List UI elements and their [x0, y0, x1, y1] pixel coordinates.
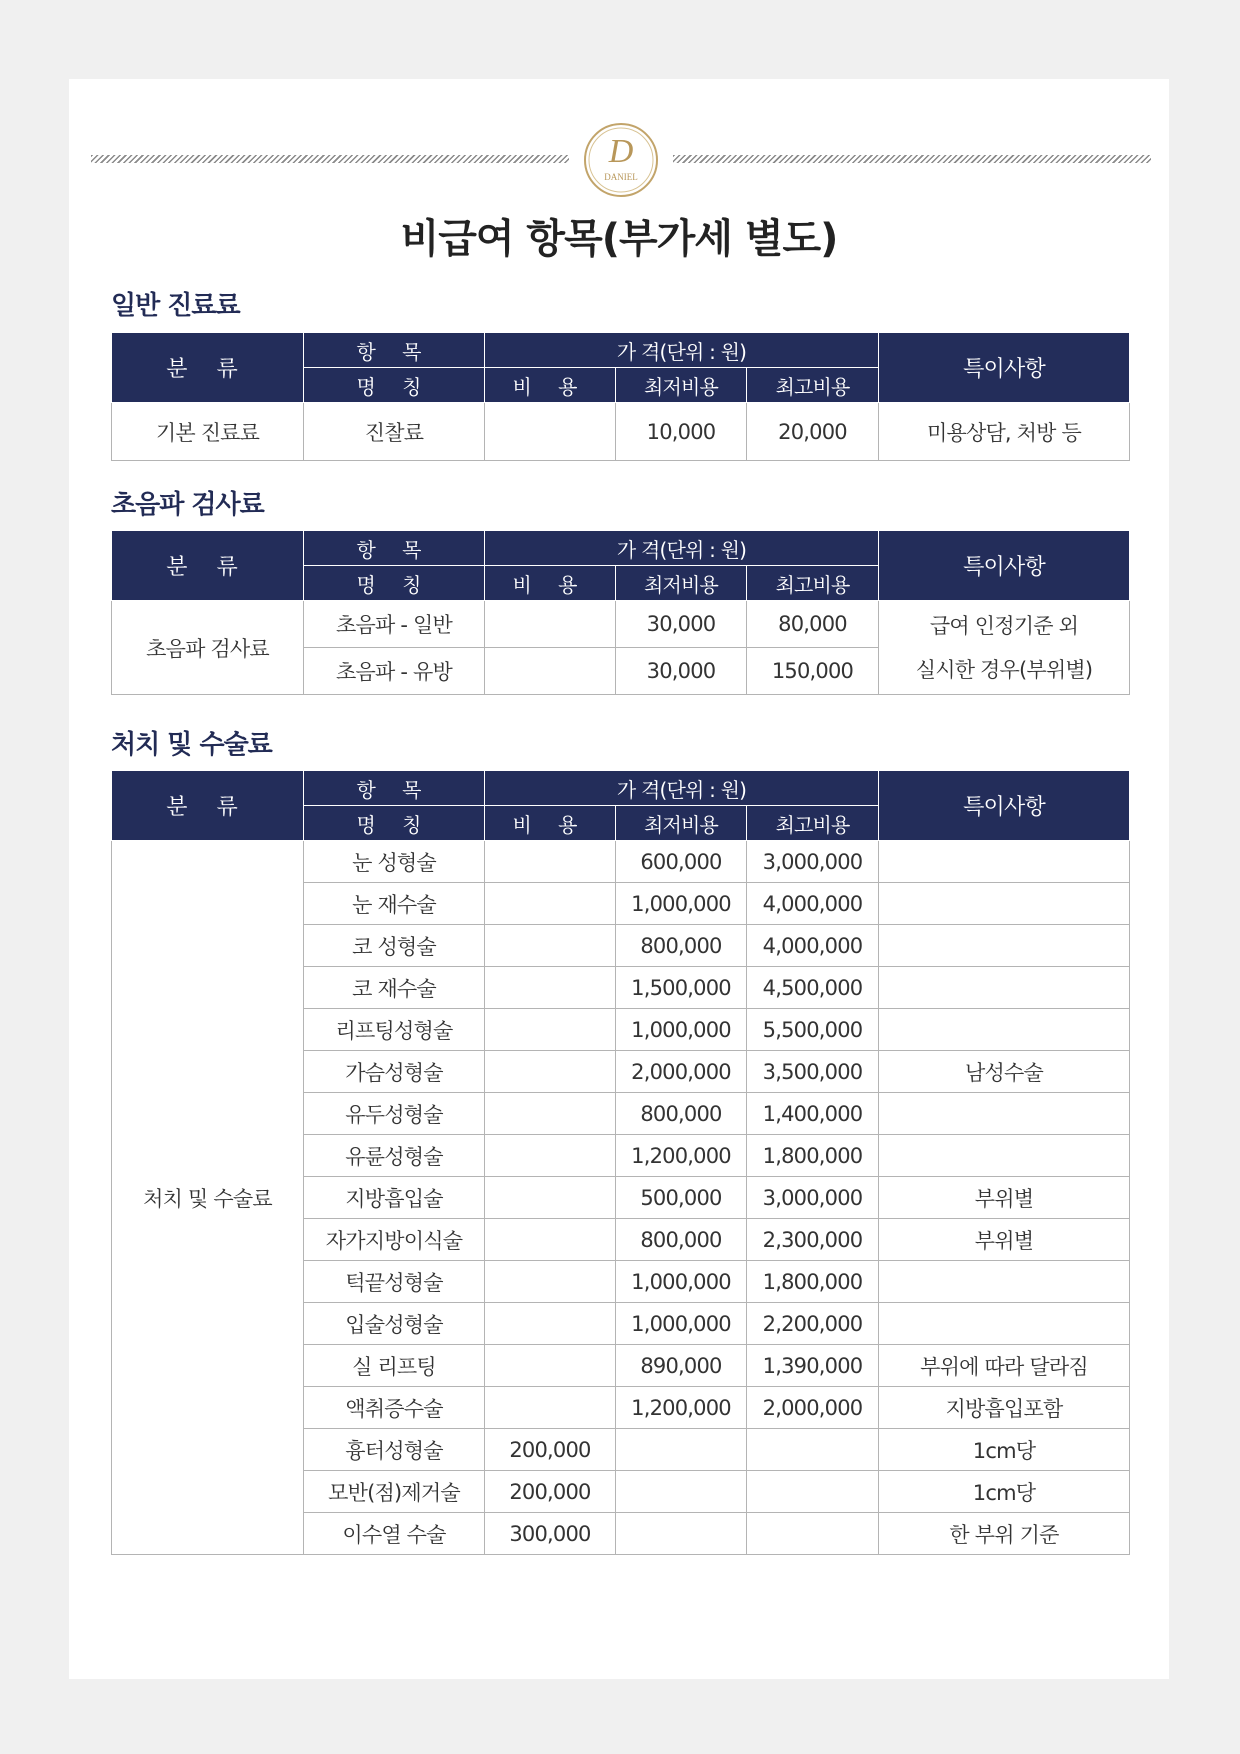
max-cost-cell: 1,800,000	[747, 1135, 879, 1177]
cost-cell	[485, 1093, 616, 1135]
min-cost-cell: 890,000	[616, 1345, 747, 1387]
note-cell	[879, 601, 1130, 695]
max-cost-cell: 20,000	[747, 403, 879, 461]
note-cell	[879, 925, 1130, 967]
header-name: 명 칭	[304, 806, 485, 841]
category-cell: 기본 진료료	[112, 403, 304, 461]
logo-brand-text: DANIEL	[604, 172, 638, 182]
header-category: 분 류	[112, 771, 304, 841]
note-cell	[879, 1093, 1130, 1135]
name-cell: 흉터성형술	[304, 1429, 485, 1471]
note-cell	[879, 841, 1130, 883]
table-row	[112, 403, 1130, 461]
name-cell: 코 성형술	[304, 925, 485, 967]
cost-cell	[485, 1345, 616, 1387]
min-cost-cell: 1,000,000	[616, 1303, 747, 1345]
header-cost: 비 용	[485, 566, 616, 601]
min-cost-cell: 600,000	[616, 841, 747, 883]
max-cost-cell: 3,500,000	[747, 1051, 879, 1093]
cost-cell	[485, 1177, 616, 1219]
min-cost-cell: 1,500,000	[616, 967, 747, 1009]
category-cell: 초음파 검사료	[112, 601, 304, 695]
note-cell: 미용상담, 처방 등	[879, 403, 1130, 461]
logo-row	[91, 122, 1151, 200]
name-cell: 초음파 - 유방	[304, 648, 485, 695]
cost-cell	[485, 1387, 616, 1429]
note-cell: 부위에 따라 달라짐	[879, 1345, 1130, 1387]
section-title-surgery: 처치 및 수술료	[111, 730, 272, 760]
ultrasound-fee-table	[111, 530, 1130, 695]
note-cell	[879, 1135, 1130, 1177]
max-cost-cell: 4,000,000	[747, 925, 879, 967]
cost-cell	[485, 1261, 616, 1303]
name-cell: 실 리프팅	[304, 1345, 485, 1387]
header-item: 항 목	[304, 771, 485, 806]
name-cell: 리프팅성형술	[304, 1009, 485, 1051]
max-cost-cell: 150,000	[747, 648, 879, 695]
max-cost-cell: 4,000,000	[747, 883, 879, 925]
min-cost-cell: 2,000,000	[616, 1051, 747, 1093]
cost-cell	[485, 1135, 616, 1177]
header-remarks: 특이사항	[879, 333, 1130, 403]
header-min-cost: 최저비용	[616, 566, 747, 601]
page-title: 비급여 항목(부가세 별도)	[400, 216, 838, 262]
min-cost-cell: 30,000	[616, 601, 747, 648]
max-cost-cell	[747, 1471, 879, 1513]
cost-cell	[485, 1303, 616, 1345]
cost-cell	[485, 883, 616, 925]
note-cell: 한 부위 기준	[879, 1513, 1130, 1555]
min-cost-cell: 800,000	[616, 925, 747, 967]
max-cost-cell: 4,500,000	[747, 967, 879, 1009]
header-cost: 비 용	[485, 806, 616, 841]
general-fee-table	[111, 332, 1130, 461]
header-price-group: 가 격(단위 : 원)	[485, 531, 879, 566]
note-cell	[879, 883, 1130, 925]
name-cell: 입술성형술	[304, 1303, 485, 1345]
name-cell: 눈 성형술	[304, 841, 485, 883]
header-item: 항 목	[304, 333, 485, 368]
name-cell: 눈 재수술	[304, 883, 485, 925]
note-cell	[879, 1303, 1130, 1345]
min-cost-cell: 1,000,000	[616, 1261, 747, 1303]
note-line-1: 급여 인정기준 외	[929, 613, 1079, 638]
price-sheet-page	[69, 79, 1169, 1679]
header-max-cost: 최고비용	[747, 368, 879, 403]
header-price-group: 가 격(단위 : 원)	[485, 771, 879, 806]
header-min-cost: 최저비용	[616, 368, 747, 403]
category-cell: 처치 및 수술료	[112, 841, 304, 1555]
min-cost-cell: 500,000	[616, 1177, 747, 1219]
section-title-ultrasound: 초음파 검사료	[111, 490, 264, 520]
name-cell: 초음파 - 일반	[304, 601, 485, 648]
cost-cell	[485, 1051, 616, 1093]
max-cost-cell	[747, 1513, 879, 1555]
header-item: 항 목	[304, 531, 485, 566]
min-cost-cell: 1,200,000	[616, 1387, 747, 1429]
header-remarks: 특이사항	[879, 531, 1130, 601]
max-cost-cell: 2,200,000	[747, 1303, 879, 1345]
min-cost-cell: 800,000	[616, 1093, 747, 1135]
table-row	[112, 601, 1130, 648]
name-cell: 자가지방이식술	[304, 1219, 485, 1261]
rope-divider-left	[91, 155, 569, 163]
cost-cell	[485, 1219, 616, 1261]
min-cost-cell	[616, 1471, 747, 1513]
rope-divider-right	[673, 155, 1151, 163]
cost-cell	[485, 1009, 616, 1051]
max-cost-cell: 1,390,000	[747, 1345, 879, 1387]
name-cell: 유두성형술	[304, 1093, 485, 1135]
min-cost-cell: 800,000	[616, 1219, 747, 1261]
header-name: 명 칭	[304, 566, 485, 601]
min-cost-cell: 30,000	[616, 648, 747, 695]
name-cell: 이수열 수술	[304, 1513, 485, 1555]
name-cell: 액취증수술	[304, 1387, 485, 1429]
cost-cell	[485, 648, 616, 695]
note-cell: 남성수술	[879, 1051, 1130, 1093]
cost-cell	[485, 925, 616, 967]
table-row	[112, 841, 1130, 883]
min-cost-cell	[616, 1513, 747, 1555]
max-cost-cell: 5,500,000	[747, 1009, 879, 1051]
note-cell	[879, 967, 1130, 1009]
max-cost-cell: 3,000,000	[747, 1177, 879, 1219]
max-cost-cell: 1,400,000	[747, 1093, 879, 1135]
header-max-cost: 최고비용	[747, 806, 879, 841]
name-cell: 진찰료	[304, 403, 485, 461]
note-line-2: 실시한 경우(부위별)	[915, 657, 1093, 682]
note-cell: 부위별	[879, 1219, 1130, 1261]
header-max-cost: 최고비용	[747, 566, 879, 601]
name-cell: 가슴성형술	[304, 1051, 485, 1093]
max-cost-cell: 1,800,000	[747, 1261, 879, 1303]
cost-cell: 300,000	[485, 1513, 616, 1555]
svg-text:D: D	[608, 133, 634, 170]
cost-cell	[485, 403, 616, 461]
name-cell: 코 재수술	[304, 967, 485, 1009]
max-cost-cell: 2,000,000	[747, 1387, 879, 1429]
name-cell: 모반(점)제거술	[304, 1471, 485, 1513]
cost-cell	[485, 841, 616, 883]
surgery-fee-table	[111, 770, 1130, 1555]
header-cost: 비 용	[485, 368, 616, 403]
min-cost-cell	[616, 1429, 747, 1471]
max-cost-cell: 80,000	[747, 601, 879, 648]
min-cost-cell: 10,000	[616, 403, 747, 461]
cost-cell: 200,000	[485, 1471, 616, 1513]
min-cost-cell: 1,000,000	[616, 883, 747, 925]
note-cell: 1cm당	[879, 1471, 1130, 1513]
note-cell	[879, 1261, 1130, 1303]
note-cell: 부위별	[879, 1177, 1130, 1219]
name-cell: 지방흡입술	[304, 1177, 485, 1219]
daniel-logo-icon	[583, 122, 659, 198]
header-name: 명 칭	[304, 368, 485, 403]
section-title-general: 일반 진료료	[111, 291, 240, 321]
max-cost-cell: 3,000,000	[747, 841, 879, 883]
name-cell: 유륜성형술	[304, 1135, 485, 1177]
note-cell	[879, 1009, 1130, 1051]
note-cell: 1cm당	[879, 1429, 1130, 1471]
header-price-group: 가 격(단위 : 원)	[485, 333, 879, 368]
cost-cell	[485, 967, 616, 1009]
cost-cell	[485, 601, 616, 648]
cost-cell: 200,000	[485, 1429, 616, 1471]
max-cost-cell	[747, 1429, 879, 1471]
min-cost-cell: 1,000,000	[616, 1009, 747, 1051]
name-cell: 턱끝성형술	[304, 1261, 485, 1303]
header-min-cost: 최저비용	[616, 806, 747, 841]
header-category: 분 류	[112, 333, 304, 403]
header-remarks: 특이사항	[879, 771, 1130, 841]
note-cell: 지방흡입포함	[879, 1387, 1130, 1429]
min-cost-cell: 1,200,000	[616, 1135, 747, 1177]
header-category: 분 류	[112, 531, 304, 601]
max-cost-cell: 2,300,000	[747, 1219, 879, 1261]
